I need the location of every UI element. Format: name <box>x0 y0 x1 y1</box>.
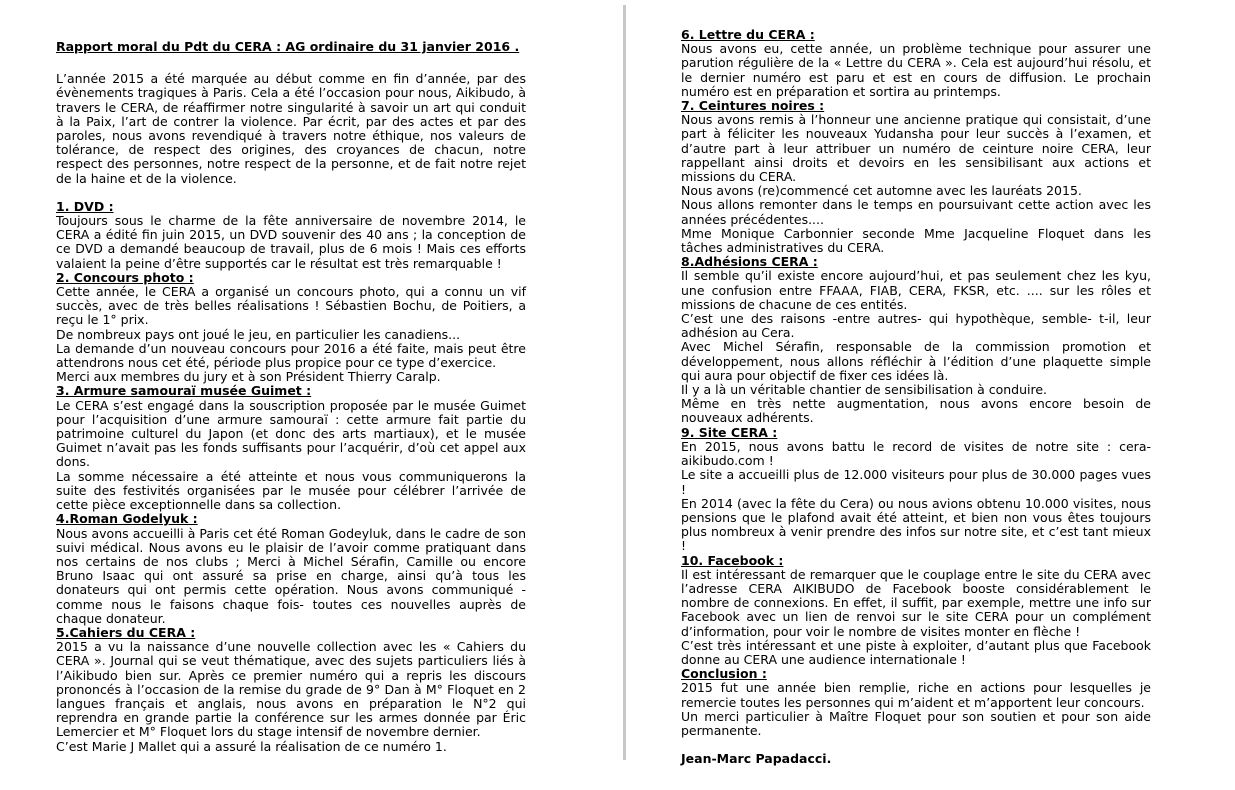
section-paragraph: En 2014 (avec la fête du Cera) ou nous avions obtenu 10.000 visites, nous pensions que le plafond avait été atteint, et bien non vous êtes toujours plus nombreux à venir prendre des infos sur notre site, et c’est tant mieux ! <box>681 495 1151 554</box>
section-paragraph: Il semble qu’il existe encore aujourd’hui, et pas seulement chez les kyu, une confusion entre FFAAA, FIAB, CERA, FKSR, etc. .... sur les rôles et missions de chacune de ces entités. <box>681 268 1151 312</box>
section-paragraph: Avec Michel Sérafin, responsable de la commission promotion et développement, nous allons réfléchir à l’édition d’une plaquette simple qui aura pour objectif de fixer ces idées là. <box>681 339 1151 383</box>
section-paragraph: 2015 fut une année bien remplie, riche en actions pour lesquelles je remercie toutes les personnes qui m’aident et m’apportent leur concours. <box>681 680 1151 710</box>
section-paragraph: Le site a accueilli plus de 12.000 visiteurs pour plus de 30.000 pages vues ! <box>681 467 1151 497</box>
section-paragraph: Le CERA s’est engagé dans la souscription proposée par le musée Guimet pour l’acquisition d’une armure samouraï : cette armure fait partie du patrimoine culturel du Japon (et donc des arts martiaux), et le musée Guimet n’avait pas les fonds suffisants pour l’acquérir, d’où cet appel aux dons. <box>56 397 526 470</box>
section-cahiers-du-cera <box>56 626 526 754</box>
section-paragraph: C’est Marie J Mallet qui a assuré la réalisation de ce numéro 1. <box>56 738 447 754</box>
section-roman-godelyuk <box>56 512 526 626</box>
section-heading: 7. Ceintures noires : <box>681 98 825 114</box>
document-title: Rapport moral du Pdt du CERA : AG ordinaire du 31 janvier 2016 . <box>56 39 520 54</box>
section-heading: 2. Concours photo : <box>56 269 194 285</box>
section-paragraph: De nombreux pays ont joué le jeu, en particulier les canadiens... <box>56 326 461 342</box>
section-conclusion <box>681 667 1151 738</box>
section-paragraph: La somme nécessaire a été atteinte et nous vous communiquerons la suite des festivités organisées par le musée pour célébrer l’arrivée de cette pièce exceptionnelle dans sa collection. <box>56 468 526 513</box>
section-paragraph: Même en très nette augmentation, nous avons encore besoin de nouveaux adhérents. <box>681 396 1151 426</box>
section-heading: 3. Armure samouraï musée Guimet : <box>56 383 312 399</box>
section-lettre-du-cera <box>681 28 1151 99</box>
section-paragraph: La demande d’un nouveau concours pour 2016 a été faite, mais peut être attendrons nous cet été, période plus propice pour ce type d’exercice. <box>56 340 526 371</box>
section-paragraph: Nous allons remonter dans le temps en poursuivant cette action avec les années précédentes.... <box>681 197 1151 227</box>
section-heading: 6. Lettre du CERA : <box>681 27 815 42</box>
section-paragraph: Nous avons (re)commencé cet automne avec les lauréats 2015. <box>681 183 1082 199</box>
section-heading: 8.Adhésions CERA : <box>681 254 818 270</box>
section-paragraph: Mme Monique Carbonnier seconde Mme Jacqueline Floquet dans les tâches administratives du CERA. <box>681 225 1151 256</box>
section-paragraph: Un merci particulier à Maître Floquet pour son soutien et pour son aide permanente. <box>681 708 1151 738</box>
signature: Jean-Marc Papadacci. <box>681 751 832 767</box>
section-armure-samourai <box>56 384 526 512</box>
section-dvd <box>56 200 526 271</box>
section-paragraph: Il est intéressant de remarquer que le couplage entre le site du CERA avec l’adresse CERA AIKIBUDO de Facebook booste considérablement le nombre de connexions. En effet, il suffit, par exemple, mettre une info sur Facebook avec un lien de renvoi sur le site CERA pour un complément d’information, pour voir le nombre de visites monter en flèche ! <box>681 566 1151 639</box>
section-paragraph: Il y a là un véritable chantier de sensibilisation à conduire. <box>681 382 1048 398</box>
section-paragraph: Cette année, le CERA a organisé un concours photo, qui a connu un vif succès, avec de très belles réalisations ! Sébastien Bochu, de Poitiers, a reçu le 1° prix. <box>56 284 526 328</box>
left-column <box>56 40 526 754</box>
section-paragraph: Toujours sous le charme de la fête anniversaire de novembre 2014, le CERA a édité fin juin 2015, un DVD souvenir des 40 ans ; la conception de ce DVD a demandé beaucoup de travail, plus de 6 mois ! Mais ces efforts valaient la peine d’être supportés car le résultat est très remarquable ! <box>56 213 526 271</box>
section-ceintures-noires <box>681 99 1151 255</box>
section-heading: 5.Cahiers du CERA : <box>56 624 196 640</box>
right-column <box>681 28 1151 766</box>
section-paragraph: En 2015, nous avons battu le record de visites de notre site : cera-aikibudo.com ! <box>681 438 1151 469</box>
section-facebook <box>681 554 1151 668</box>
section-heading: 1. DVD : <box>56 198 114 214</box>
section-paragraph: Merci aux membres du jury et à son Président Thierry Caralp. <box>56 369 441 385</box>
section-heading: 10. Facebook : <box>681 552 784 568</box>
section-heading: 4.Roman Godelyuk : <box>56 511 198 527</box>
section-adhesions-cera <box>681 255 1151 425</box>
section-heading: 9. Site CERA : <box>681 424 778 440</box>
section-paragraph: Nous avons remis à l’honneur une ancienne pratique qui consistait, d’une part à féliciter les nouveaux Yudansha pour leur succès à l’examen, et d’autre part à leur attribuer un numéro de ceinture noire CERA, leur rappellant ainsi droits et devoirs en les sensibilisant aux actions et missions du CERA. <box>681 112 1151 185</box>
column-divider <box>623 5 626 760</box>
section-paragraph: C’est très intéressant et une piste à exploiter, d’autant plus que Facebook donne au CERA une audience internationale ! <box>681 637 1151 667</box>
section-paragraph: Nous avons eu, cette année, un problème technique pour assurer une parution régulière de la « Lettre du CERA ». Cela est aujourd’hui résolu, et le dernier numéro est paru et est en cours de diffusion. Le prochain numéro est en préparation et sortira au printemps. <box>681 41 1151 99</box>
section-concours-photo <box>56 271 526 385</box>
section-paragraph: C’est une des raisons -entre autres- qui hypothèque, semble- t-il, leur adhésion au Cera. <box>681 311 1151 341</box>
section-site-cera <box>681 426 1151 554</box>
intro-paragraph: L’année 2015 a été marquée au début comme en fin d’année, par des évènements tragiques à Paris. Cela a été l’occasion pour nous, Aikibudo, à travers le CERA, de réaffirmer notre singularité à savoir un art qui conduit à la Paix, l’art de contrer la violence. Par écrit, par des actes et par des paroles, nous avons revendiqué à travers notre éthique, nos valeurs de tolérance, de respect des origines, des croyances de chacun, notre respect des personnes, notre respect de la personne, et de fait notre rejet de la haine et de la violence. <box>56 71 526 186</box>
section-paragraph: Nous avons accueilli à Paris cet été Roman Godeyluk, dans le cadre de son suivi médical. Nous avons eu le plaisir de l’avoir comme pratiquant dans nos certains de nos clubs ; Merci à Michel Sérafin, Camille ou encore Bruno Isaac qui ont assuré sa prise en charge, ainsi qu’à tous les donateurs qui ont permis cette opération. Nous avons communiqué -comme nous le faisons chaque fois- toutes ces nouvelles auprès de chaque donateur. <box>56 525 526 626</box>
section-paragraph: 2015 a vu la naissance d’une nouvelle collection avec les « Cahiers du CERA ». Journal qui se veut thématique, avec des sujets particuliers liés à l’Aikibudo bien sur. Après ce premier numéro qui a repris les discours prononcés à l’occasion de la remise du grade de 9° Dan à M° Floquet en 2 langues français et anglais, nous avons en préparation le N°2 qui reprendra en grande partie la conférence sur les armes donnée par Éric Lemercier et M° Floquet lors du stage intensif de novembre dernier. <box>56 639 526 740</box>
section-heading: Conclusion : <box>681 666 767 682</box>
